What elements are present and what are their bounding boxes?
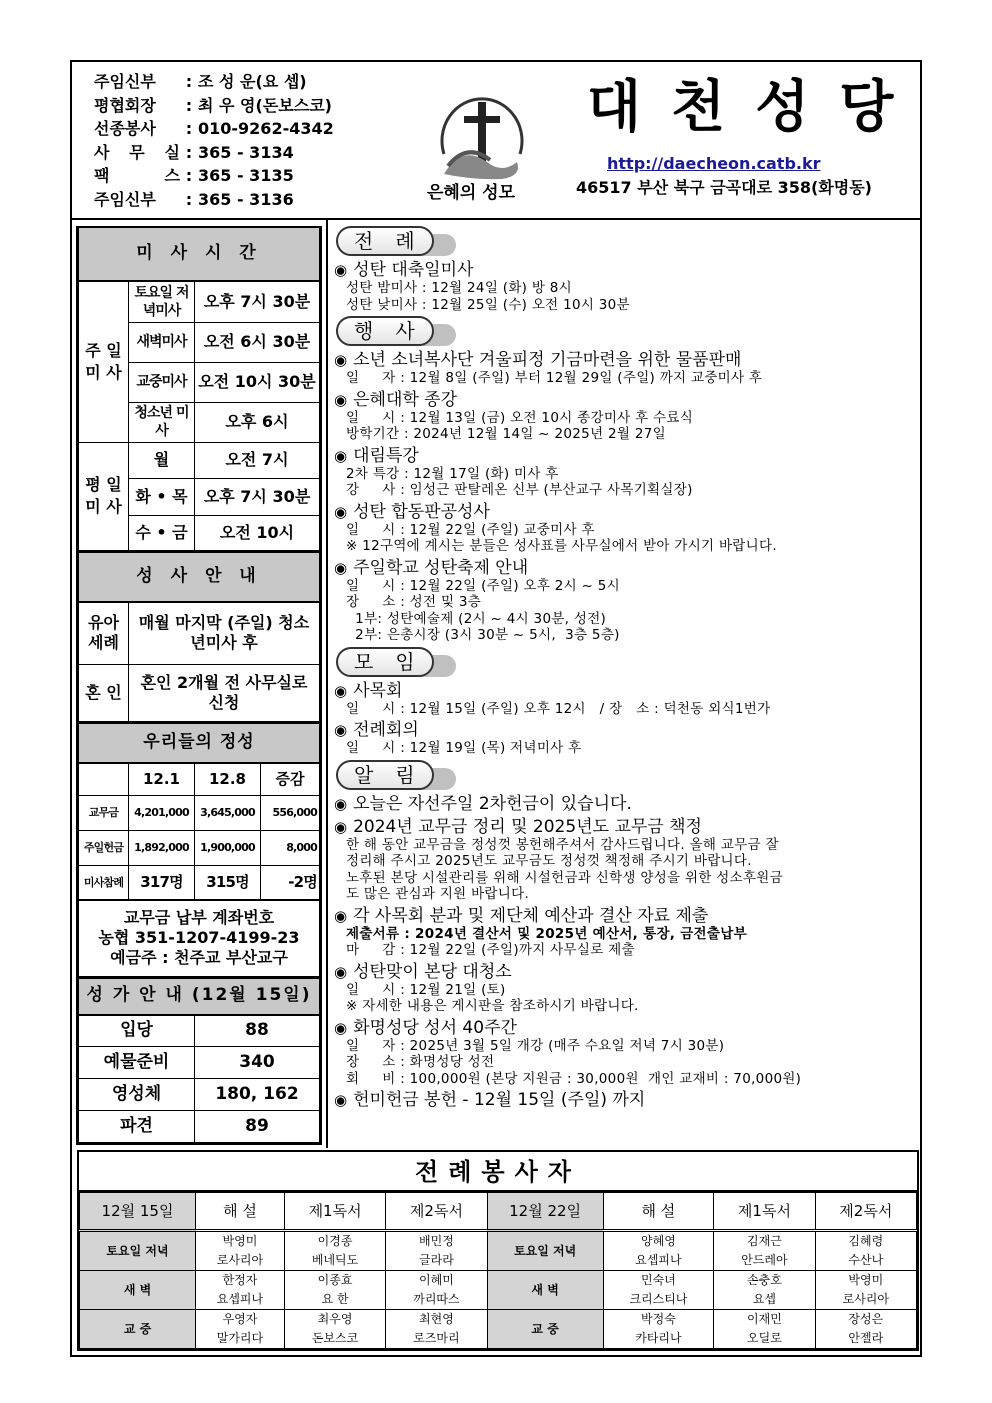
notice-line: 2차 특강 : 12월 17일 (화) 미사 후	[346, 465, 559, 482]
role-header: 제2독서	[386, 1193, 487, 1231]
notice-title-text: 사목회	[353, 680, 403, 701]
mass-time: 오후 7시 30분	[195, 478, 320, 515]
server-name: 한정자	[222, 1273, 258, 1287]
hymn-row	[79, 1079, 320, 1111]
liturgy-servers	[77, 1150, 919, 1351]
mass-name: 청소년 미사	[129, 402, 195, 442]
notice-title	[334, 1018, 920, 1038]
notice-line: 일 자 : 12월 8일 (주일) 부터 12월 29일 (주일) 까지 교중미사 후	[346, 370, 763, 386]
mass-type: 교 중	[80, 1310, 196, 1349]
server-name: 손충호	[747, 1273, 782, 1287]
sacrament-desc: 혼인 2개월 전 사무실로 신청	[129, 665, 320, 722]
offering-label: 미사참례	[79, 865, 129, 900]
offering-table	[78, 722, 320, 977]
mass-type: 새 벽	[487, 1271, 603, 1310]
notice-line: 노후된 본당 시설관리를 위해 시설헌금과 신학생 양성을 위한 성소후원금	[346, 869, 783, 886]
offering-value: 317명	[129, 865, 195, 900]
hymn-part: 파견	[79, 1111, 195, 1143]
logo-caption: 은혜의 성모	[427, 183, 516, 203]
server-baptismal-name: 베네딕도	[311, 1253, 359, 1267]
notice-section	[334, 760, 920, 1111]
section-header	[336, 226, 454, 258]
hymn-number: 88	[195, 1015, 320, 1047]
notice-line: 일 시 : 12월 22일 (주일) 교중미사 후	[346, 521, 595, 538]
server-baptismal-name: 로사리아	[842, 1292, 889, 1306]
server-name: 최우영	[317, 1312, 353, 1326]
server-name: 이종효	[317, 1273, 353, 1287]
mass-time: 오후 6시	[195, 402, 320, 442]
notice-line: 1부: 성탄예술제 (2시 ~ 4시 30분, 성전)	[346, 610, 607, 627]
notice-title	[334, 558, 920, 578]
offering-column-header: 12.8	[195, 763, 261, 795]
server-cell	[386, 1310, 487, 1349]
notice-title	[334, 720, 920, 740]
mass-type: 새 벽	[80, 1271, 196, 1310]
contact-row	[94, 70, 334, 94]
notice-title	[334, 817, 920, 837]
servers-table	[79, 1192, 917, 1349]
notice-title	[334, 794, 920, 814]
offering-value: 1,900,000	[195, 830, 261, 865]
offering-value: 556,000	[261, 795, 320, 830]
role-header: 해 설	[196, 1193, 285, 1231]
notice-item	[334, 502, 920, 555]
server-name: 최현영	[419, 1312, 454, 1326]
bullet-icon: ◉	[334, 446, 348, 465]
server-name: 박정숙	[641, 1312, 676, 1326]
server-name: 장성은	[848, 1312, 884, 1326]
contact-row	[94, 141, 334, 165]
sacrament-name: 혼 인	[79, 665, 129, 722]
mass-time: 오전 10시 30분	[195, 362, 320, 402]
notice-title	[334, 502, 920, 522]
notice-title	[334, 260, 920, 280]
bullet-icon: ◉	[334, 721, 348, 739]
section-header-label: 전례	[336, 226, 434, 256]
notice-title-text: 전례회의	[353, 720, 419, 740]
server-baptismal-name: 로즈마리	[413, 1331, 460, 1345]
notice-title-text: 헌미헌금 봉헌 - 12월 15일 (주일) 까지	[353, 1090, 646, 1110]
offering-row	[79, 830, 320, 865]
server-cell	[284, 1231, 385, 1271]
sacrament-row	[79, 665, 320, 722]
notice-line: 장 소 : 성전 및 3층	[346, 594, 482, 610]
server-name: 우영자	[222, 1312, 258, 1326]
notice-title-text: 각 사목회 분과 및 제단체 예산과 결산 자료 제출	[353, 905, 709, 926]
bullet-icon: ◉	[334, 906, 348, 925]
hymn-part: 입당	[79, 1015, 195, 1047]
notice-item	[334, 817, 920, 903]
notice-line: ※ 자세한 내용은 게시판을 참조하시기 바랍니다.	[346, 998, 639, 1014]
account-title: 교무금 납부 계좌번호	[123, 908, 275, 928]
server-name: 이혜미	[419, 1273, 454, 1287]
sacraments-title: 성 사 안 내	[79, 552, 320, 602]
sacrament-row	[79, 602, 320, 665]
notice-item	[334, 906, 920, 959]
hymn-number: 340	[195, 1047, 320, 1079]
contact-label: 주임신부	[94, 189, 156, 209]
church-name: 대천성당	[587, 75, 924, 140]
bullet-icon: ◉	[334, 962, 348, 981]
section-header-label: 알림	[336, 760, 434, 790]
server-baptismal-name: 카타리나	[635, 1331, 682, 1345]
bullet-icon: ◉	[334, 558, 348, 577]
notice-line: 정리해 주시고 2025년도 교무금도 정성껏 책정해 주시기 바랍니다.	[346, 853, 752, 869]
contact-row	[94, 117, 334, 141]
server-name: 김혜령	[848, 1234, 884, 1248]
offering-row	[79, 795, 320, 830]
server-name: 박영미	[848, 1273, 884, 1287]
contact-separator: :	[185, 72, 193, 91]
notice-title-text: 주일학교 성탄축제 안내	[353, 557, 529, 578]
server-name: 이재민	[747, 1312, 782, 1326]
notice-title-text: 성탄 대축일미사	[353, 260, 474, 280]
notice-line: 마 감 : 12월 22일 (주일)까지 사무실로 제출	[346, 942, 635, 958]
account-holder: 예금주 : 천주교 부산교구	[110, 948, 288, 968]
mass-type: 토요일 저녁	[487, 1231, 603, 1271]
contact-label: 주임신부	[94, 72, 156, 91]
sunday-mass-label: 주 일 미 사	[79, 281, 129, 442]
server-baptismal-name: 말가리다	[216, 1331, 264, 1345]
notice-title-text: 은혜대학 종강	[353, 389, 458, 410]
server-baptismal-name: 까리따스	[413, 1292, 460, 1306]
notice-line: 성탄 밤미사 : 12월 24일 (화) 방 8시	[346, 280, 572, 296]
notice-line: 일 시 : 12월 13일 (금) 오전 10시 종강미사 후 수료식	[346, 409, 694, 426]
bullet-icon: ◉	[334, 681, 348, 700]
notice-title	[334, 962, 920, 982]
mass-time: 오전 7시	[195, 442, 320, 478]
notice-line: 강 사 : 임성근 판탈레온 신부 (부산교구 사목기획실장)	[346, 482, 693, 498]
contact-separator: :	[185, 95, 193, 115]
account-number: 농협 351-1207-4199-23	[98, 928, 300, 948]
contact-separator: :	[185, 119, 193, 138]
notice-item	[334, 794, 920, 814]
offering-label: 주일헌금	[79, 830, 129, 865]
offering-column-header	[79, 763, 129, 795]
column-divider	[326, 220, 328, 1148]
notice-line: 2부: 은총시장 (3시 30분 ~ 5시, 3층 5층)	[346, 627, 620, 643]
offering-value: -2명	[261, 865, 320, 900]
offering-value: 4,201,000	[129, 795, 195, 830]
server-baptismal-name: 수산나	[848, 1253, 884, 1267]
server-cell	[196, 1271, 285, 1310]
server-cell	[603, 1310, 714, 1349]
notice-title	[334, 906, 920, 926]
mass-title: 미 사 시 간	[79, 228, 320, 281]
server-name: 배민정	[419, 1234, 454, 1248]
sacraments-table	[78, 551, 320, 723]
notice-line: 제출서류 : 2024년 결산서 및 2025년 예산서, 통장, 금전출납부	[346, 925, 747, 942]
role-header: 제1독서	[284, 1193, 385, 1231]
server-baptismal-name: 요셉피나	[635, 1253, 682, 1267]
notice-line: 한 해 동안 교무금을 정성껏 봉헌해주셔서 감사드립니다. 올해 교무금 잘	[346, 836, 779, 853]
notice-item	[334, 390, 920, 443]
hymn-number: 180, 162	[195, 1079, 320, 1111]
bullet-icon: ◉	[334, 390, 348, 409]
mass-type: 교 중	[487, 1310, 603, 1349]
server-cell	[815, 1231, 916, 1271]
server-cell	[284, 1310, 385, 1349]
mass-time: 오전 6시 30분	[195, 322, 320, 362]
server-baptismal-name: 안젤라	[848, 1331, 884, 1345]
bullet-icon: ◉	[334, 351, 348, 369]
contact-label: 선종봉사	[94, 119, 156, 138]
mass-name: 화 • 목	[129, 478, 195, 515]
notice-title	[334, 446, 920, 466]
servers-row	[80, 1271, 917, 1310]
notice-line: 방학기간 : 2024년 12월 14일 ~ 2025년 2월 27일	[346, 426, 666, 442]
church-address: 46517 부산 북구 금곡대로 358(화명동)	[576, 178, 872, 197]
server-baptismal-name: 요 한	[321, 1292, 349, 1306]
notice-item	[334, 260, 920, 313]
server-cell	[714, 1271, 815, 1310]
offering-value: 3,645,000	[195, 795, 261, 830]
hymns-title: 성 가 안 내 (12월 15일)	[79, 978, 320, 1015]
server-baptismal-name: 오딜로	[747, 1331, 782, 1345]
mass-type: 토요일 저녁	[80, 1231, 196, 1271]
mass-name: 수 • 금	[129, 515, 195, 550]
hymn-row	[79, 1047, 320, 1079]
notice-section	[334, 226, 920, 313]
notice-title-text: 소년 소녀복사단 겨울피정 기금마련을 위한 물품판매	[353, 350, 742, 370]
mass-name: 교중미사	[129, 362, 195, 402]
mass-time: 오전 10시	[195, 515, 320, 550]
weekday-mass-label: 평 일 미 사	[79, 442, 129, 550]
role-header: 제2독서	[815, 1193, 916, 1231]
sacrament-desc: 매월 마지막 (주일) 청소년미사 후	[129, 602, 320, 665]
server-cell	[386, 1271, 487, 1310]
server-baptismal-name: 글라라	[419, 1253, 454, 1267]
bullet-icon: ◉	[334, 261, 348, 279]
server-name: 김재근	[747, 1234, 782, 1248]
contact-label: 평협회장	[94, 95, 156, 115]
contact-separator: :	[185, 142, 193, 162]
mass-name: 월	[129, 442, 195, 478]
week-date: 12월 22일	[487, 1193, 603, 1231]
server-cell	[386, 1231, 487, 1271]
server-cell	[603, 1271, 714, 1310]
website-link[interactable]: http://daecheon.catb.kr	[607, 154, 821, 173]
role-header: 제1독서	[714, 1193, 815, 1231]
server-baptismal-name: 로사리아	[216, 1253, 264, 1267]
offering-value: 1,892,000	[129, 830, 195, 865]
server-name: 민숙녀	[641, 1273, 676, 1287]
bullet-icon: ◉	[334, 1018, 348, 1037]
server-name: 박영미	[222, 1234, 258, 1248]
server-baptismal-name: 요셉피나	[216, 1292, 264, 1306]
notice-title-text: 대림특강	[353, 445, 419, 466]
offering-row	[79, 865, 320, 900]
server-baptismal-name: 안드레아	[741, 1253, 788, 1267]
mass-row	[79, 281, 320, 322]
offering-label: 교무금	[79, 795, 129, 830]
notice-item	[334, 446, 920, 499]
contact-value: 조 성 운(요 셉)	[198, 72, 307, 91]
section-header	[336, 647, 454, 679]
notice-item	[334, 350, 920, 387]
bullet-icon: ◉	[334, 817, 348, 836]
contact-value: 010-9262-4342	[198, 119, 334, 138]
notice-item	[334, 558, 920, 644]
notice-item	[334, 1090, 920, 1110]
role-header: 해 설	[603, 1193, 714, 1231]
hymn-row	[79, 1015, 320, 1047]
contact-value: 365 - 3134	[198, 142, 294, 162]
notice-item	[334, 962, 920, 1015]
notice-line: 일 시 : 12월 22일 (주일) 오후 2시 ~ 5시	[346, 577, 621, 594]
server-baptismal-name: 크리스티나	[629, 1292, 688, 1306]
notice-section	[334, 316, 920, 644]
notice-section	[334, 647, 920, 757]
hymn-part: 예물준비	[79, 1047, 195, 1079]
bulletin-page	[70, 60, 922, 1357]
bullet-icon: ◉	[334, 794, 348, 813]
section-header	[336, 760, 454, 792]
notice-line: 도 많은 관심과 지원 바랍니다.	[346, 886, 530, 902]
notice-item	[334, 720, 920, 757]
mass-row	[79, 442, 320, 478]
notice-title-text: 화명성당 성서 40주간	[353, 1017, 517, 1038]
notice-line: 일 시 : 12월 19일 (목) 저녁미사 후	[346, 740, 582, 756]
server-cell	[815, 1271, 916, 1310]
notice-title-text: 성탄맞이 본당 대청소	[353, 961, 512, 982]
contact-value: 365 - 3135	[198, 166, 294, 185]
offering-column-header: 12.1	[129, 763, 195, 795]
section-header	[336, 316, 454, 348]
offering-value: 315명	[195, 865, 261, 900]
server-cell	[196, 1310, 285, 1349]
contact-label: 사 무 실	[94, 142, 180, 162]
server-cell	[284, 1271, 385, 1310]
notice-title-text: 2024년 교무금 정리 및 2025년도 교무금 책정	[353, 816, 702, 837]
right-column	[334, 226, 920, 1113]
server-name: 이경종	[317, 1234, 353, 1248]
notice-item	[334, 1018, 920, 1088]
servers-title: 전례봉사자	[79, 1152, 917, 1192]
offering-column-header: 증감	[261, 763, 320, 795]
notice-item	[334, 681, 920, 718]
server-baptismal-name: 돈보스코	[311, 1331, 359, 1345]
hymn-row	[79, 1111, 320, 1143]
servers-row	[80, 1231, 917, 1271]
contact-row	[94, 164, 334, 188]
contact-row	[94, 94, 334, 118]
server-cell	[815, 1310, 916, 1349]
mass-schedule-table	[78, 228, 320, 551]
bulletin-header	[72, 62, 924, 220]
offering-title: 우리들의 정성	[79, 723, 320, 763]
left-column	[76, 226, 322, 1145]
contact-label: 팩 스	[94, 166, 180, 185]
server-cell	[603, 1231, 714, 1271]
server-cell	[196, 1231, 285, 1271]
hymn-part: 영성체	[79, 1079, 195, 1111]
notice-line: 성탄 낮미사 : 12월 25일 (수) 오전 10시 30분	[346, 296, 630, 313]
section-header-label: 행사	[336, 316, 434, 346]
account-info	[79, 900, 320, 976]
mass-name: 토요일 저녁미사	[129, 281, 195, 322]
hymns-table	[78, 977, 320, 1144]
offering-header-row	[79, 763, 320, 795]
notice-title	[334, 681, 920, 701]
notice-line: ※ 12구역에 계시는 분들은 성사표를 사무실에서 받아 가시기 바랍니다.	[346, 538, 777, 554]
server-cell	[714, 1310, 815, 1349]
notice-title	[334, 1090, 920, 1110]
server-name: 양혜영	[641, 1234, 676, 1248]
notice-line: 일 자 : 2025년 3월 5일 개강 (매주 수요일 저녁 7시 30분)	[346, 1037, 725, 1054]
notice-title-text: 성탄 합동판공성사	[353, 501, 490, 522]
notice-line: 일 시 : 12월 21일 (토)	[346, 981, 506, 998]
offering-value: 8,000	[261, 830, 320, 865]
notice-title	[334, 390, 920, 410]
contact-separator: :	[185, 189, 193, 209]
mass-time: 오후 7시 30분	[195, 281, 320, 322]
notice-line: 일 시 : 12월 15일 (주일) 오후 12시 / 장 소 : 덕천동 외식1번가	[346, 700, 771, 717]
hymn-number: 89	[195, 1111, 320, 1143]
contact-list	[94, 70, 334, 211]
server-cell	[714, 1231, 815, 1271]
week-date: 12월 15일	[80, 1193, 196, 1231]
contact-separator: :	[185, 166, 193, 185]
section-header-label: 모임	[336, 647, 434, 677]
notice-line: 장 소 : 화명성당 성전	[346, 1054, 495, 1070]
mass-name: 새벽미사	[129, 322, 195, 362]
notice-title-text: 오늘은 자선주일 2차헌금이 있습니다.	[353, 793, 632, 814]
bullet-icon: ◉	[334, 1091, 348, 1109]
notice-line: 회 비 : 100,000원 (본당 지원금 : 30,000원 개인 교재비 : 70,000원)	[346, 1070, 802, 1087]
servers-header-row	[80, 1193, 917, 1231]
sacrament-name: 유아 세례	[79, 602, 129, 665]
contact-row	[94, 188, 334, 212]
church-logo-icon	[432, 84, 532, 184]
bullet-icon: ◉	[334, 502, 348, 521]
notice-title	[334, 350, 920, 370]
contact-value: 최 우 영(돈보스코)	[198, 95, 332, 115]
contact-value: 365 - 3136	[198, 189, 294, 209]
servers-row	[80, 1310, 917, 1349]
server-baptismal-name: 요셉	[752, 1292, 777, 1306]
